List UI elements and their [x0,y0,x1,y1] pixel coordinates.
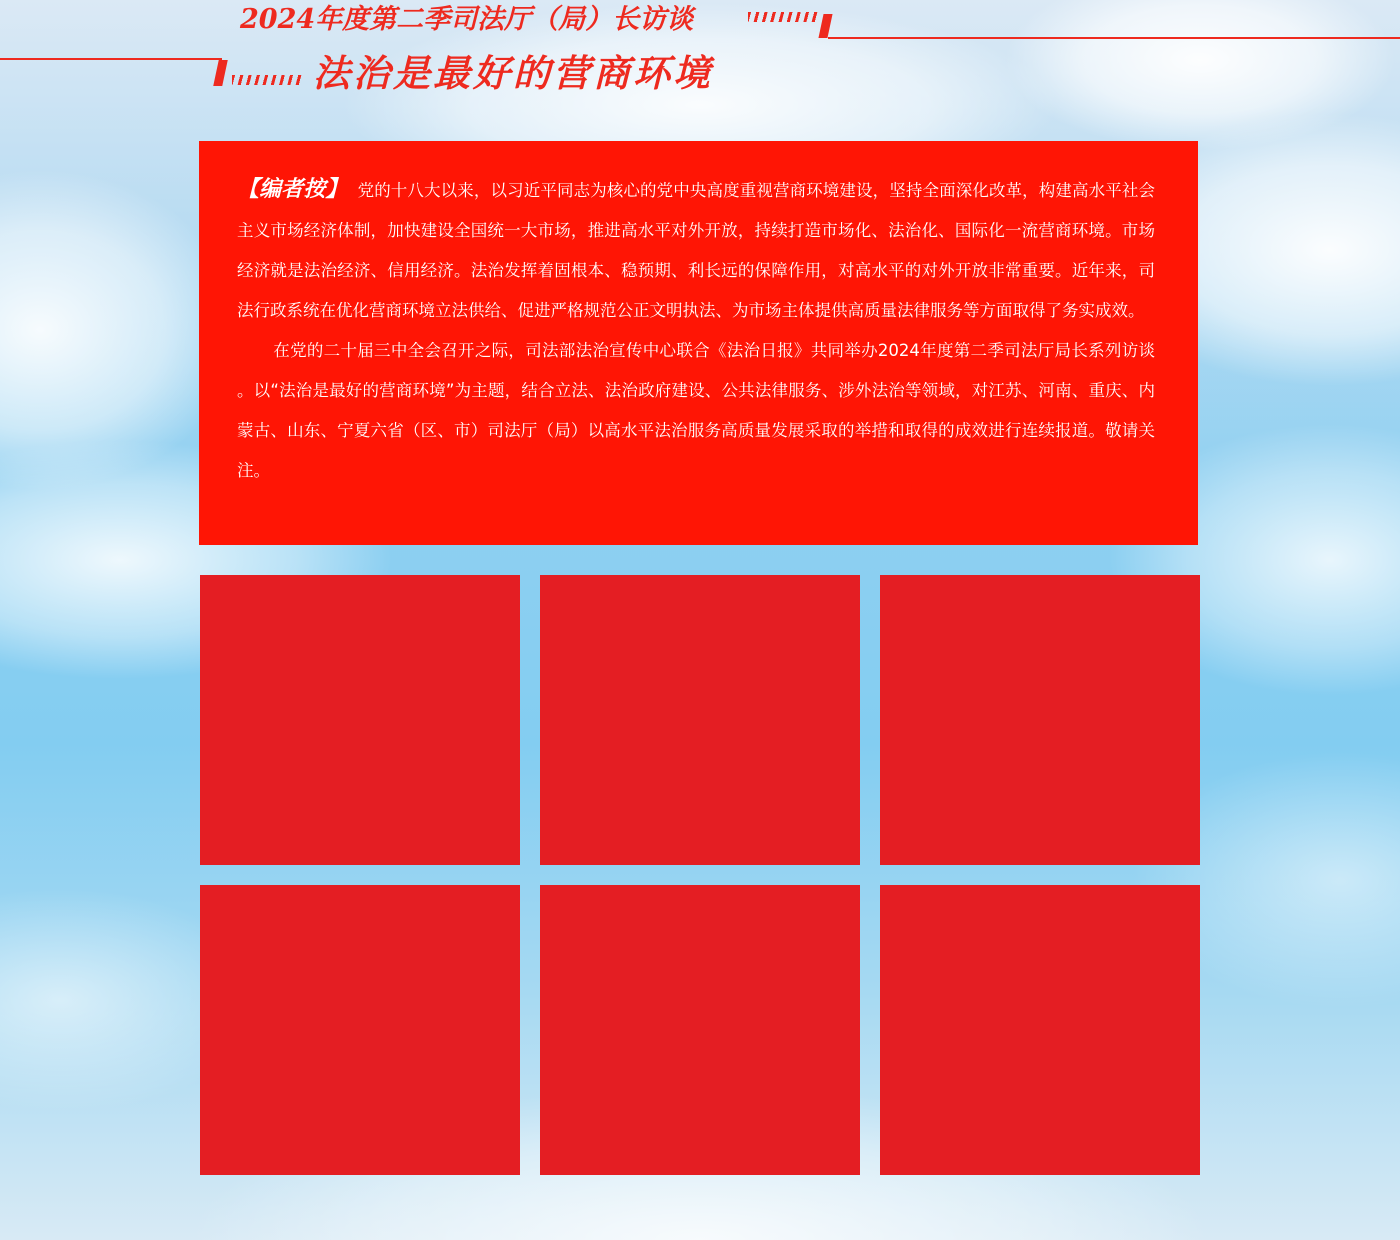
header-banner [0,0,1400,110]
decorative-stripes [232,75,302,85]
interview-card[interactable] [540,885,860,1175]
editor-note-label: 【编者按】 [237,176,348,202]
interview-card-grid [200,575,1200,1175]
interview-card[interactable] [540,575,860,865]
decorative-line [828,37,1400,39]
decorative-bracket [818,14,832,38]
interview-card[interactable] [200,885,520,1175]
decorative-stripes [748,12,820,22]
editor-note-text: 党的十八大以来，以习近平同志为核心的党中央高度重视营商环境建设，坚持全面深化改革，构建高水平社会主义市场经济体制，加快建设全国统一大市场，推进高水平对外开放，持续打造市场化、法治化、国际化一流营商环境。市场经济就是法治经济、信用经济。法治发挥着固根本、稳预期、利长远的保障作用，对高水平的对外开放非常重要。近年来，司法行政系统在优化营商环境立法供给、促进严格规范公正文明执法、为市场主体提供高质量法律服务等方面取得了务实成效。 [237,181,1155,320]
editor-note-paragraph [237,169,1155,331]
banner-title: 法治是最好的营商环境 [313,51,713,95]
interview-card[interactable] [880,575,1200,865]
editor-note-paragraph: 在党的二十届三中全会召开之际，司法部法治宣传中心联合《法治日报》共同举办2024年度第二季司法厅局长系列访谈 。以“法治是最好的营商环境”为主题，结合立法、法治政府建设、公共法律服务、涉外法治等领域，对江苏、河南、重庆、内蒙古、山东、宁夏六省（区、市）司法厅（局）以高水平法治服务高质量发展采取的举措和取得的成效进行连续报道。敬请关注。 [237,341,1155,480]
banner-subtitle: 2024年度第二季司法厅（局）长访谈 [240,4,694,35]
interview-card[interactable] [880,885,1200,1175]
interview-card[interactable] [200,575,520,865]
editor-note [199,141,1198,545]
decorative-line [0,58,222,60]
decorative-bracket [213,60,228,86]
